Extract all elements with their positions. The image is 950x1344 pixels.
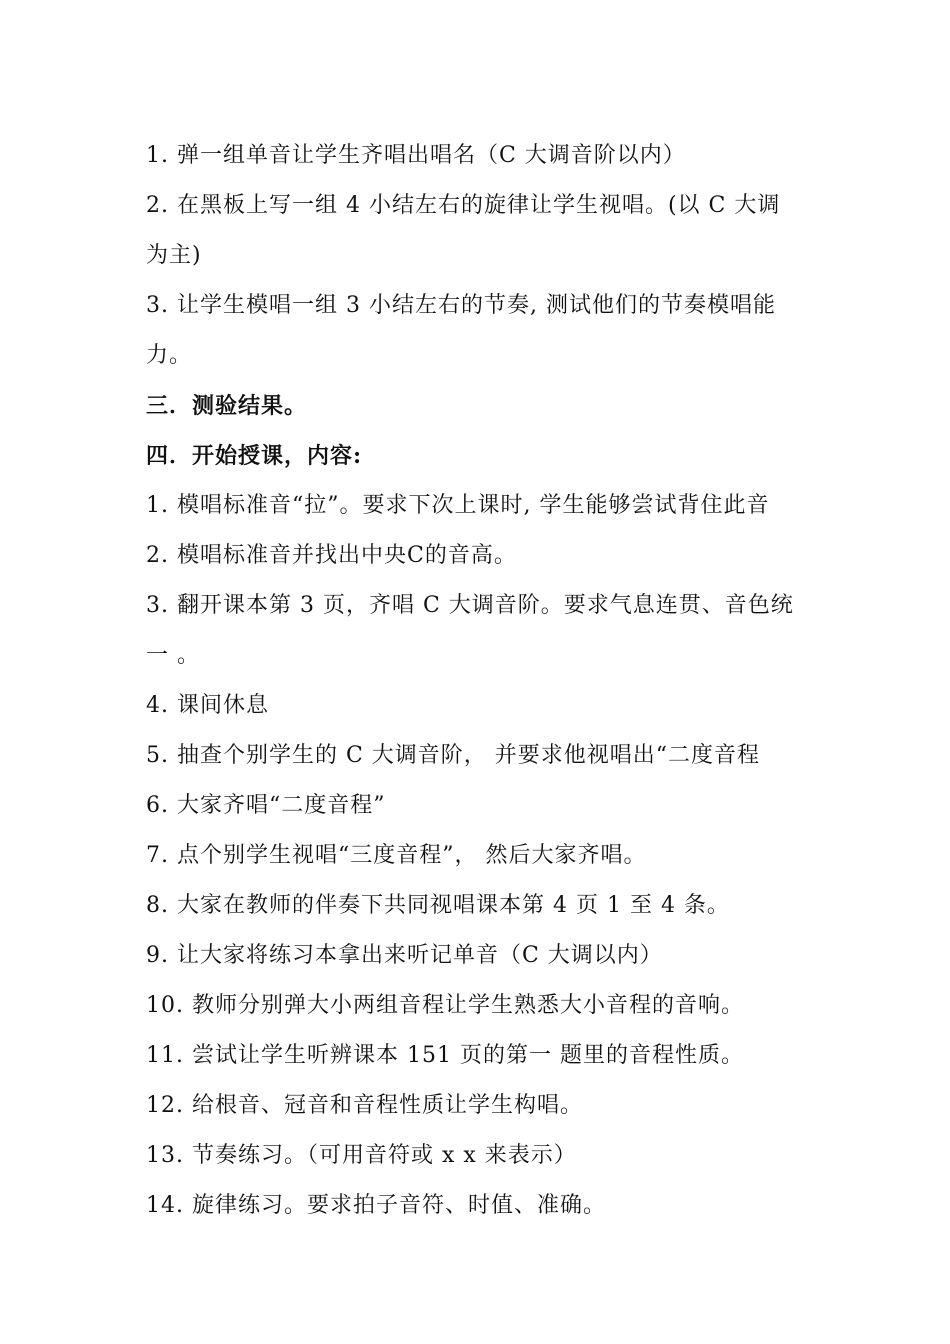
- section-heading: 四．开始授课，内容:: [146, 443, 363, 469]
- list-item: 11. 尝试让学生听辨课本 151 页的第一 题里的音程性质。: [146, 1043, 744, 1068]
- list-item: 5. 抽查个别学生的 C 大调音阶， 并要求他视唱出“二度音程: [146, 743, 761, 768]
- text-line: 2. 在黑板上写一组 4 小结左右的旋律让学生视唱。(以 C 大调: [146, 193, 781, 218]
- list-item: 1. 模唱标准音“拉”。要求下次上课时, 学生能够尝试背住此音: [146, 493, 770, 518]
- list-item: 8. 大家在教师的伴奏下共同视唱课本第 4 页 1 至 4 条。: [146, 893, 730, 918]
- list-item: 6. 大家齐唱“二度音程”: [146, 793, 386, 818]
- list-item: 一 。: [146, 643, 200, 668]
- text-line: 力。: [146, 343, 193, 368]
- list-item: 4. 课间休息: [146, 693, 269, 718]
- list-item: 13. 节奏练习。（可用音符或 x x 来表示）: [146, 1143, 577, 1168]
- text-line: 1. 弹一组单音让学生齐唱出唱名（C 大调音阶以内）: [146, 143, 686, 168]
- list-item: 3. 翻开课本第 3 页，齐唱 C 大调音阶。要求气息连贯、音色统: [146, 593, 794, 618]
- list-item: 14. 旋律练习。要求拍子音符、时值、准确。: [146, 1193, 606, 1218]
- list-item: 2. 模唱标准音并找出中央C的音高。: [146, 543, 517, 568]
- list-item: 12. 给根音、冠音和音程性质让学生构唱。: [146, 1093, 583, 1118]
- text-line: 3. 让学生模唱一组 3 小结左右的节奏, 测试他们的节奏模唱能: [146, 293, 776, 318]
- document-body: [146, 131, 826, 1231]
- list-item: 7. 点个别学生视唱“三度音程”， 然后大家齐唱。: [146, 843, 647, 868]
- text-line: 为主): [146, 243, 202, 268]
- list-item: 10. 教师分别弹大小两组音程让学生熟悉大小音程的音响。: [146, 993, 744, 1018]
- section-heading: 三．测验结果。: [146, 393, 308, 419]
- list-item: 9. 让大家将练习本拿出来听记单音（C 大调以内）: [146, 943, 663, 968]
